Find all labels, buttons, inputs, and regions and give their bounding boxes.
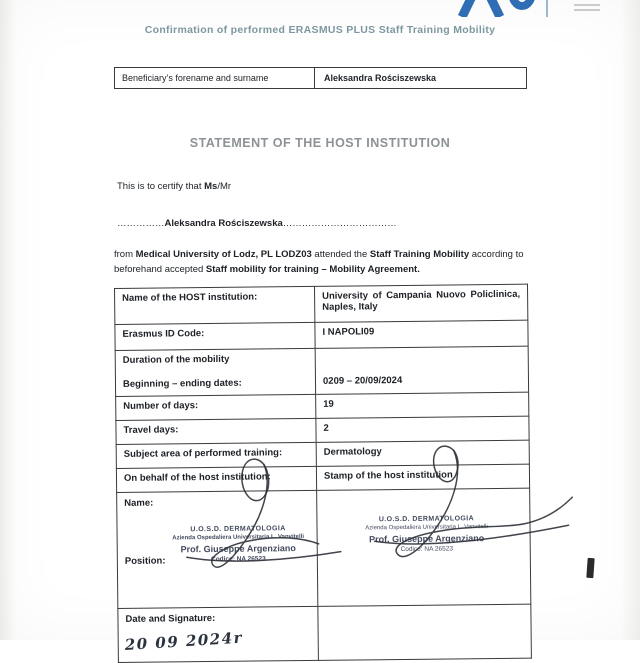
stamp-line-4: Codice: NA 26523 [400, 544, 453, 553]
row-host-institution-label: Name of the HOST institution: [115, 286, 315, 324]
row-travel-days-value: 2 [323, 422, 329, 434]
university-logo-fragment [454, 0, 574, 17]
stamp-line-3: Prof. Giuseppe Argenziano [369, 533, 485, 545]
body-seg-5: according to beforehand accepted [114, 249, 524, 275]
statement-heading: STATEMENT OF THE HOST INSTITUTION [189, 136, 451, 150]
row-subject-area-value: Dermatology [323, 446, 382, 458]
stamp-line-4: Codice: NA 26523 [210, 554, 266, 563]
beneficiary-name: Aleksandra Rościszewska [164, 218, 283, 229]
stamp-line-2: Azienda Ospedaliera Universitaria L. Vanvitelli [172, 533, 305, 542]
body-seg-2: Medical University of Lodz, PL LODZ03 [135, 249, 312, 260]
position-label: Position: [124, 555, 166, 567]
stamp-header: Stamp of the host institution [323, 469, 453, 482]
table-row [117, 488, 531, 608]
stamp-line-1: U.O.S.D. DERMATOLOGIA [378, 515, 475, 524]
beneficiary-label: Beneficiary’s forename and surname [115, 68, 315, 88]
table-row [115, 346, 528, 396]
beneficiary-table [114, 67, 527, 89]
body-seg-6: Staff mobility for training – Mobility Agreement. [205, 263, 420, 275]
certify-ms: Ms [204, 181, 218, 192]
certify-prefix: This is to certify that [117, 181, 205, 192]
name-label: Name: [124, 497, 154, 509]
details-table [114, 284, 532, 663]
scan-artifact-mark [586, 558, 594, 578]
row-duration-label: Duration of the mobility [122, 353, 230, 366]
row-dates-label: Beginning – ending dates: [122, 377, 242, 390]
table-row [118, 604, 532, 662]
certify-line [117, 181, 231, 192]
beneficiary-name-line [117, 218, 397, 229]
row-travel-days-label: Travel days: [116, 418, 316, 444]
row-erasmus-id-label: Erasmus ID Code: [115, 322, 315, 350]
host-stamp-right [337, 515, 515, 554]
beneficiary-value: Aleksandra Rościszewska [324, 73, 437, 83]
stamp-line-1: U.O.S.D. DERMATOLOGIA [190, 525, 286, 534]
on-behalf-header: On behalf of the host institution: [116, 466, 316, 492]
row-dates-value: 0209 – 20/09/2024 [322, 374, 403, 387]
body-seg-4: Staff Training Mobility [369, 249, 470, 260]
date-signature-label: Date and Signature: [125, 612, 216, 625]
logo-caption-illegible [574, 4, 600, 14]
document-title: Confirmation of performed ERASMUS PLUS Staff Training Mobility [144, 24, 496, 36]
row-number-days-value: 19 [323, 398, 334, 410]
logo-glyph-fragment [454, 0, 574, 17]
statement-body [114, 248, 529, 277]
body-seg-3: attended the [311, 249, 370, 260]
certify-mr: /Mr [217, 181, 232, 192]
row-number-days-label: Number of days: [116, 394, 316, 420]
details-section [114, 284, 532, 663]
stamp-line-2: Azienda Ospedaliera Universitaria L. Vanvitelli [365, 523, 488, 532]
handwritten-date: 20 09 2024r [124, 628, 244, 654]
dots-left: …………… [117, 218, 165, 229]
row-host-institution-value: University of Campania Nuovo Policlinica, Naples, Italy [322, 288, 521, 313]
dots-right: ……………………………… [282, 218, 397, 229]
host-stamp-left [156, 525, 321, 564]
row-subject-area-label: Subject area of performed training: [116, 442, 316, 468]
row-erasmus-id-value: I NAPOLI09 [322, 326, 375, 338]
stamp-line-3: Prof. Giuseppe Argenziano [180, 543, 296, 555]
body-seg-1: from [114, 249, 136, 260]
table-row [115, 284, 528, 324]
